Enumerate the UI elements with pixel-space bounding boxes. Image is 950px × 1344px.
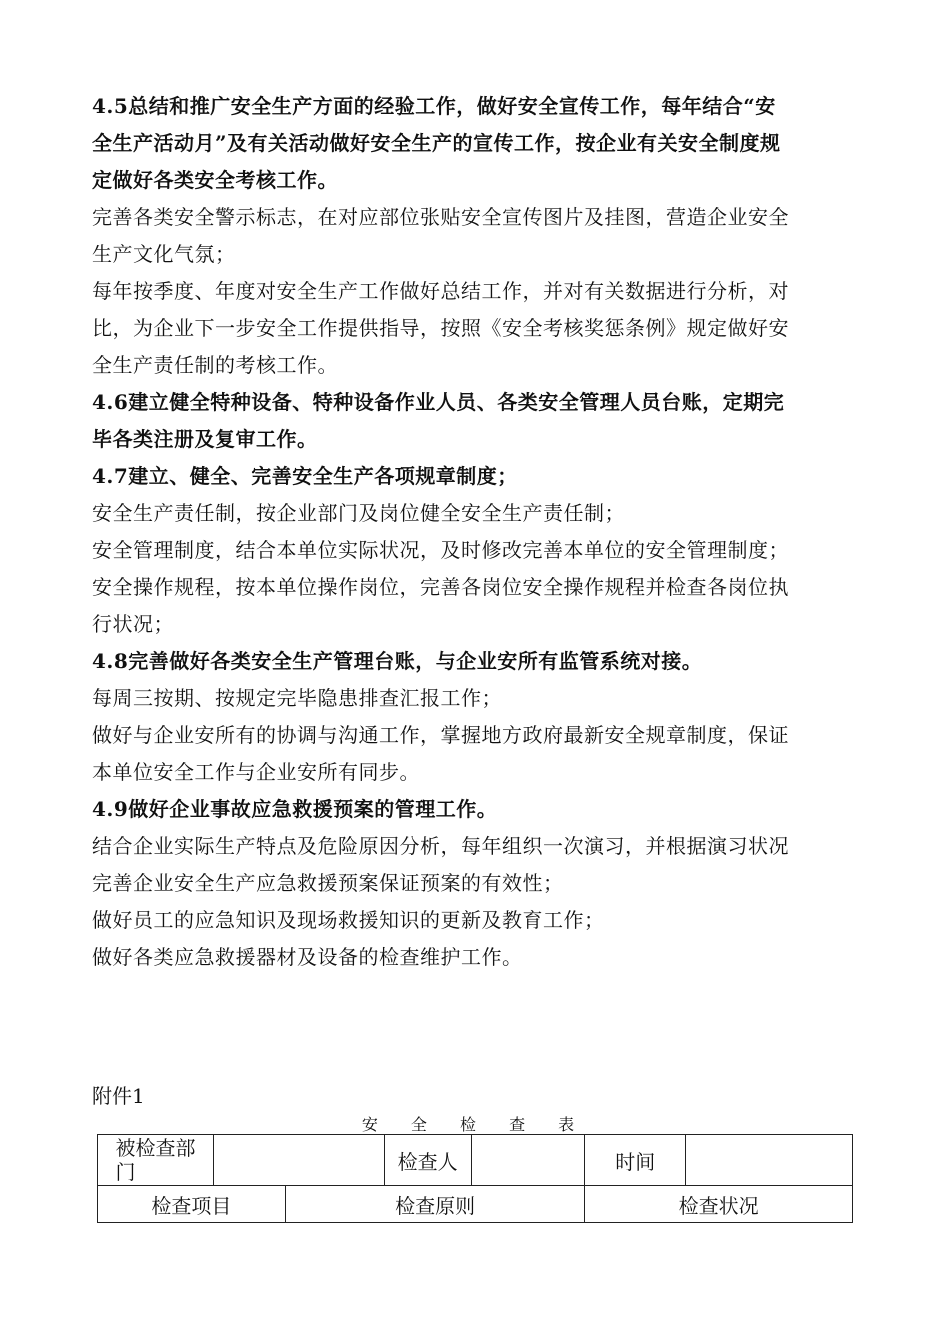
- body-text-line: 行状况；: [92, 612, 174, 636]
- section-heading-line: 全生产活动月”及有关活动做好安全生产的宣传工作，按企业有关安全制度规: [92, 131, 781, 155]
- section-heading-line: 4.5总结和推广安全生产方面的经验工作，做好安全宣传工作，每年结合“安: [92, 94, 776, 118]
- body-text-line: 做好员工的应急知识及现场救援知识的更新及教育工作；: [92, 908, 605, 932]
- section-heading-line: 毕各类注册及复审工作。: [92, 427, 318, 451]
- body-text-line: 做好与企业安所有的协调与沟通工作，掌握地方政府最新安全规章制度，保证: [92, 723, 789, 747]
- document-body: [92, 88, 860, 976]
- section-heading-line: 定做好各类安全考核工作。: [92, 168, 338, 192]
- body-text-line: 安全生产责任制，按企业部门及岗位健全安全生产责任制；: [92, 501, 625, 525]
- dept-label-line2: 门: [115, 1160, 136, 1184]
- body-text-line: 安全操作规程，按本单位操作岗位，完善各岗位安全操作规程并检查各岗位执: [92, 575, 789, 599]
- body-text-line: 比，为企业下一步安全工作提供指导，按照《安全考核奖惩条例》规定做好安: [92, 316, 789, 340]
- dept-value-cell: [213, 1135, 384, 1186]
- body-text-line: 本单位安全工作与企业安所有同步。: [92, 760, 420, 784]
- section-heading-line: 4.9做好企业事故应急救援预案的管理工作。: [92, 797, 498, 821]
- table-title: 安 全 检 查 表: [361, 1115, 589, 1134]
- section-heading-line: 4.6建立健全特种设备、特种设备作业人员、各类安全管理人员台账，定期完: [92, 390, 785, 414]
- header-check-item: 检查项目: [98, 1186, 286, 1223]
- body-text-line: 结合企业实际生产特点及危险原因分析，每年组织一次演习，并根据演习状况: [92, 834, 789, 858]
- section-heading-line: 4.7建立、健全、完善安全生产各项规章制度；: [92, 464, 518, 488]
- body-text-line: 完善企业安全生产应急救援预案保证预案的有效性；: [92, 871, 564, 895]
- body-text-line: 安全管理制度，结合本单位实际状况，及时修改完善本单位的安全管理制度；: [92, 538, 789, 562]
- body-text-line: 生产文化气氛；: [92, 242, 236, 266]
- dept-label-line1: 被检查部: [115, 1136, 196, 1160]
- time-label-cell: 时间: [585, 1135, 686, 1186]
- header-check-principle: 检查原则: [285, 1186, 585, 1223]
- dept-label-cell: [98, 1135, 214, 1186]
- inspector-label-cell: 检查人: [384, 1135, 471, 1186]
- body-text-line: 每年按季度、年度对安全生产工作做好总结工作，并对有关数据进行分析，对: [92, 279, 789, 303]
- body-text-line: 做好各类应急救援器材及设备的检查维护工作。: [92, 945, 523, 969]
- inspector-value-cell: [471, 1135, 585, 1186]
- safety-check-table: [97, 1134, 853, 1223]
- body-text-line: 完善各类安全警示标志，在对应部位张贴安全宣传图片及挂图，营造企业安全: [92, 205, 789, 229]
- body-text-line: 全生产责任制的考核工作。: [92, 353, 338, 377]
- header-check-status: 检查状况: [585, 1186, 853, 1223]
- attachment-label: 附件1: [92, 1084, 145, 1108]
- table-header-row: [98, 1186, 853, 1223]
- table-row: [98, 1135, 853, 1186]
- body-text-line: 每周三按期、按规定完毕隐患排查汇报工作；: [92, 686, 502, 710]
- section-heading-line: 4.8完善做好各类安全生产管理台账，与企业安所有监管系统对接。: [92, 649, 703, 673]
- time-value-cell: [686, 1135, 853, 1186]
